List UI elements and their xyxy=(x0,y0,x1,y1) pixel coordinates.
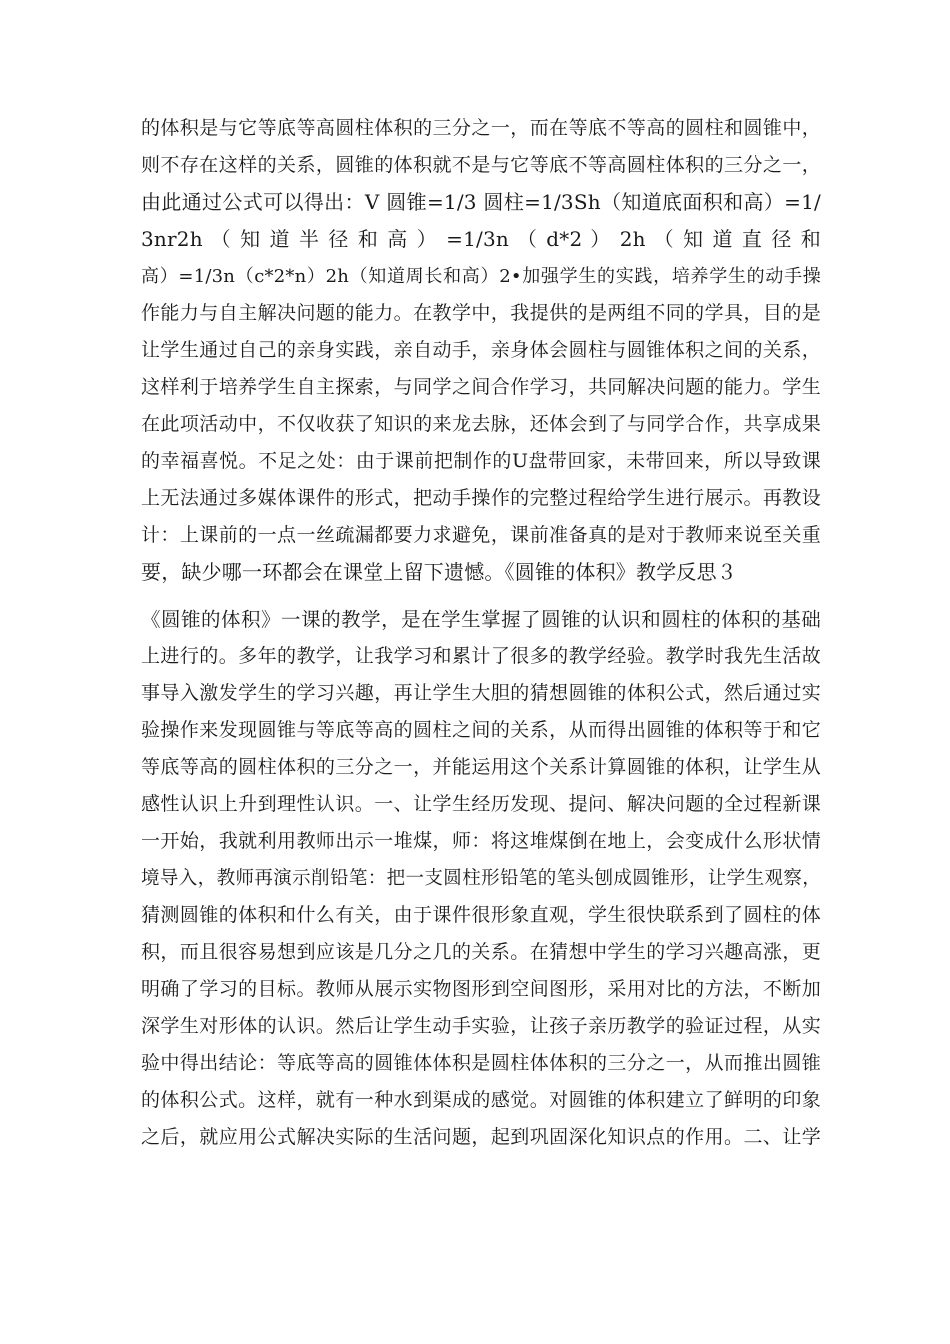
text-line: 深学生对形体的认识。然后让学生动手实验，让孩子亲历教学的验证过程，从实 xyxy=(141,1015,821,1037)
text-line: 这样利于培养学生自主探索，与同学之间合作学习，共同解决问题的能力。学生 xyxy=(141,376,821,398)
paragraph-1 xyxy=(141,110,821,591)
text-line: 则不存在这样的关系，圆锥的体积就不是与它等底不等高圆柱体积的三分之一， xyxy=(141,154,821,176)
text-line: 由此通过公式可以得出：V 圆锥=1/3 圆柱=1/3Sh（知道底面积和高）=1/ xyxy=(141,190,821,214)
text-line: 上无法通过多媒体课件的形式，把动手操作的完整过程给学生进行展示。再教设 xyxy=(141,487,821,509)
text-line: 验中得出结论：等底等高的圆锥体体积是圆柱体体积的三分之一，从而推出圆锥 xyxy=(141,1052,821,1074)
text-line: 计：上课前的一点一丝疏漏都要力求避免，课前准备真的是对于教师来说至关重 xyxy=(141,524,821,546)
text-line: 猜测圆锥的体积和什么有关，由于课件很形象直观，学生很快联系到了圆柱的体 xyxy=(141,904,821,926)
text-line: 的幸福喜悦。不足之处：由于课前把制作的U盘带回家，未带回来，所以导致课 xyxy=(141,450,821,472)
text-line: 明确了学习的目标。教师从展示实物图形到空间图形，采用对比的方法，不断加 xyxy=(141,978,821,1000)
text-line: 让学生通过自己的亲身实践，亲自动手，亲身体会圆柱与圆锥体积之间的关系， xyxy=(141,339,821,361)
text-line: 在此项活动中，不仅收获了知识的来龙去脉，还体会到了与同学合作，共享成果 xyxy=(141,413,821,435)
text-line: 《圆锥的体积》一课的教学，是在学生掌握了圆锥的认识和圆柱的体积的基础 xyxy=(141,608,821,631)
text-line: 事导入激发学生的学习兴趣，再让学生大胆的猜想圆锥的体积公式，然后通过实 xyxy=(141,682,821,704)
text-line: 积，而且很容易想到应该是几分之几的关系。在猜想中学生的学习兴趣高涨，更 xyxy=(141,941,821,963)
text-line: 上进行的。多年的教学，让我学习和累计了很多的教学经验。教学时我先生活故 xyxy=(141,645,821,667)
text-line: 3nr2h （ 知 道 半 径 和 高 ） =1/3n （ d*2 ） 2h （ 知 道 直 径 和 xyxy=(141,227,821,251)
text-line: 等底等高的圆柱体积的三分之一，并能运用这个关系计算圆锥的体积，让学生从 xyxy=(141,756,821,778)
text-line: 验操作来发现圆锥与等底等高的圆柱之间的关系，从而得出圆锥的体积等于和它 xyxy=(141,719,821,741)
text-line: 的体积是与它等底等高圆柱体积的三分之一，而在等底不等高的圆柱和圆锥中， xyxy=(141,117,821,139)
text-line: 的体积公式。这样，就有一种水到渠成的感觉。对圆锥的体积建立了鲜明的印象 xyxy=(141,1089,821,1111)
text-line: 境导入，教师再演示削铅笔：把一支圆柱形铅笔的笔头刨成圆锥形，让学生观察， xyxy=(141,868,821,889)
text-line: 一开始，我就利用教师出示一堆煤，师：将这堆煤倒在地上，会变成什么形状情 xyxy=(141,830,821,852)
text-line: 之后，就应用公式解决实际的生活问题，起到巩固深化知识点的作用。二、让学 xyxy=(141,1126,821,1148)
text-line-last: 要，缺少哪一环都会在课堂上留下遗憾。《圆锥的体积》教学反思３ xyxy=(141,560,737,584)
text-line: 高）=1/3n（c*2*n）2h（知道周长和高）2•加强学生的实践，培养学生的动手操 xyxy=(141,266,821,287)
paragraph-2 xyxy=(141,601,821,1156)
text-line: 感性认识上升到理性认识。一、让学生经历发现、提问、解决问题的全过程新课 xyxy=(141,793,821,815)
text-line: 作能力与自主解决问题的能力。在教学中，我提供的是两组不同的学具，目的是 xyxy=(141,302,821,324)
